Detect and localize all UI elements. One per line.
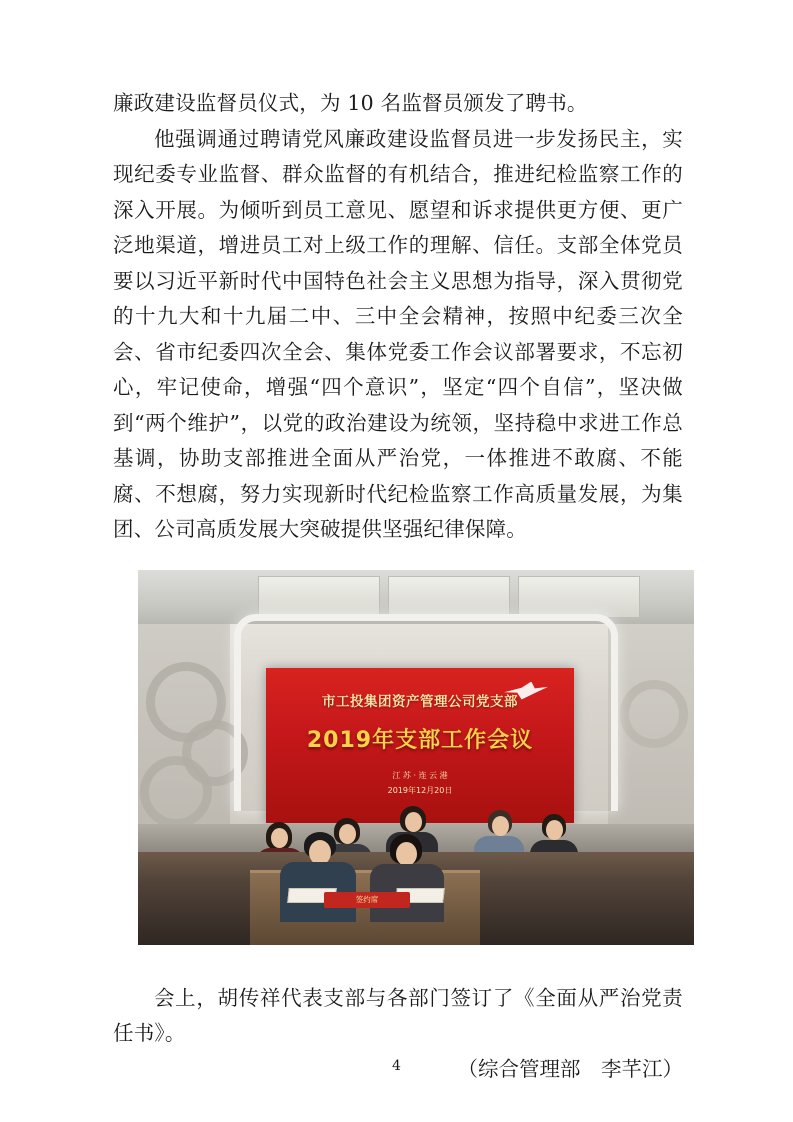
photo-table-banner xyxy=(324,892,410,908)
screen-title-line1: 市工投集团资产管理公司党支部 xyxy=(322,693,518,710)
page-content xyxy=(113,86,683,1087)
photo-person-head xyxy=(339,824,356,844)
photo-gear-decor-icon xyxy=(140,756,212,828)
photo-person-head xyxy=(271,828,288,848)
screen-title-line2: 2019年支部工作会议 xyxy=(306,727,534,753)
page-number: 4 xyxy=(392,1058,401,1074)
photo-table-banner-text: 签约席 xyxy=(355,894,379,904)
photo-person-head xyxy=(546,820,563,840)
closing-paragraph: 会上，胡传祥代表支部与各部门签订了《全面从严治党责任书》。 xyxy=(113,985,683,1045)
photo-signer-head xyxy=(396,842,417,866)
photo-ceiling-panel xyxy=(518,576,640,618)
photo-person-head xyxy=(492,816,509,836)
photo-ceiling-panel xyxy=(258,576,380,618)
photo-figure xyxy=(138,570,694,945)
photo-signer-head xyxy=(309,840,331,865)
screen-subtitle-line2: 2019年12月20日 xyxy=(387,785,453,795)
screen-subtitle-line1: 江 苏 · 连 云 港 xyxy=(392,770,448,780)
paragraph-1: 廉政建设监督员仪式，为 10 名监督员颁发了聘书。 xyxy=(113,91,588,115)
photo-led-screen xyxy=(266,668,574,823)
signing-ceremony-photo xyxy=(138,570,694,945)
photo-gear-decor-icon xyxy=(620,680,688,748)
signature-line: （综合管理部 李芊江） xyxy=(457,1056,683,1081)
photo-ceiling-panel xyxy=(388,576,510,618)
photo-person-head xyxy=(405,812,422,832)
paragraph-2: 他强调通过聘请党风廉政建设监督员进一步发扬民主，实现纪委专业监督、群众监督的有机结合，推进纪检监察工作的深入开展。为倾听到员工意见、愿望和诉求提供更方便、更广泛地渠道，增进员工对上级工作的理解、信任。支部全体党员要以习近平新时代中国特色社会主义思想为指导，深入贯彻党的十九大和十九届二中、三中全会精神，按照中纪委三次全会、省市纪委四次全会、集体党委工作会议部署要求，不忘初心，牢记使命，增强“四个意识”，坚定“四个自信”，坚决做到“两个维护”，以党的政治建设为统领，坚持稳中求进工作总基调，协助支部推进全面从严治党，一体推进不敢腐、不能腐、不想腐，努力实现新时代纪检监察工作高质量发展，为集团、公司高质发展大突破提供坚强纪律保障。 xyxy=(113,126,683,541)
